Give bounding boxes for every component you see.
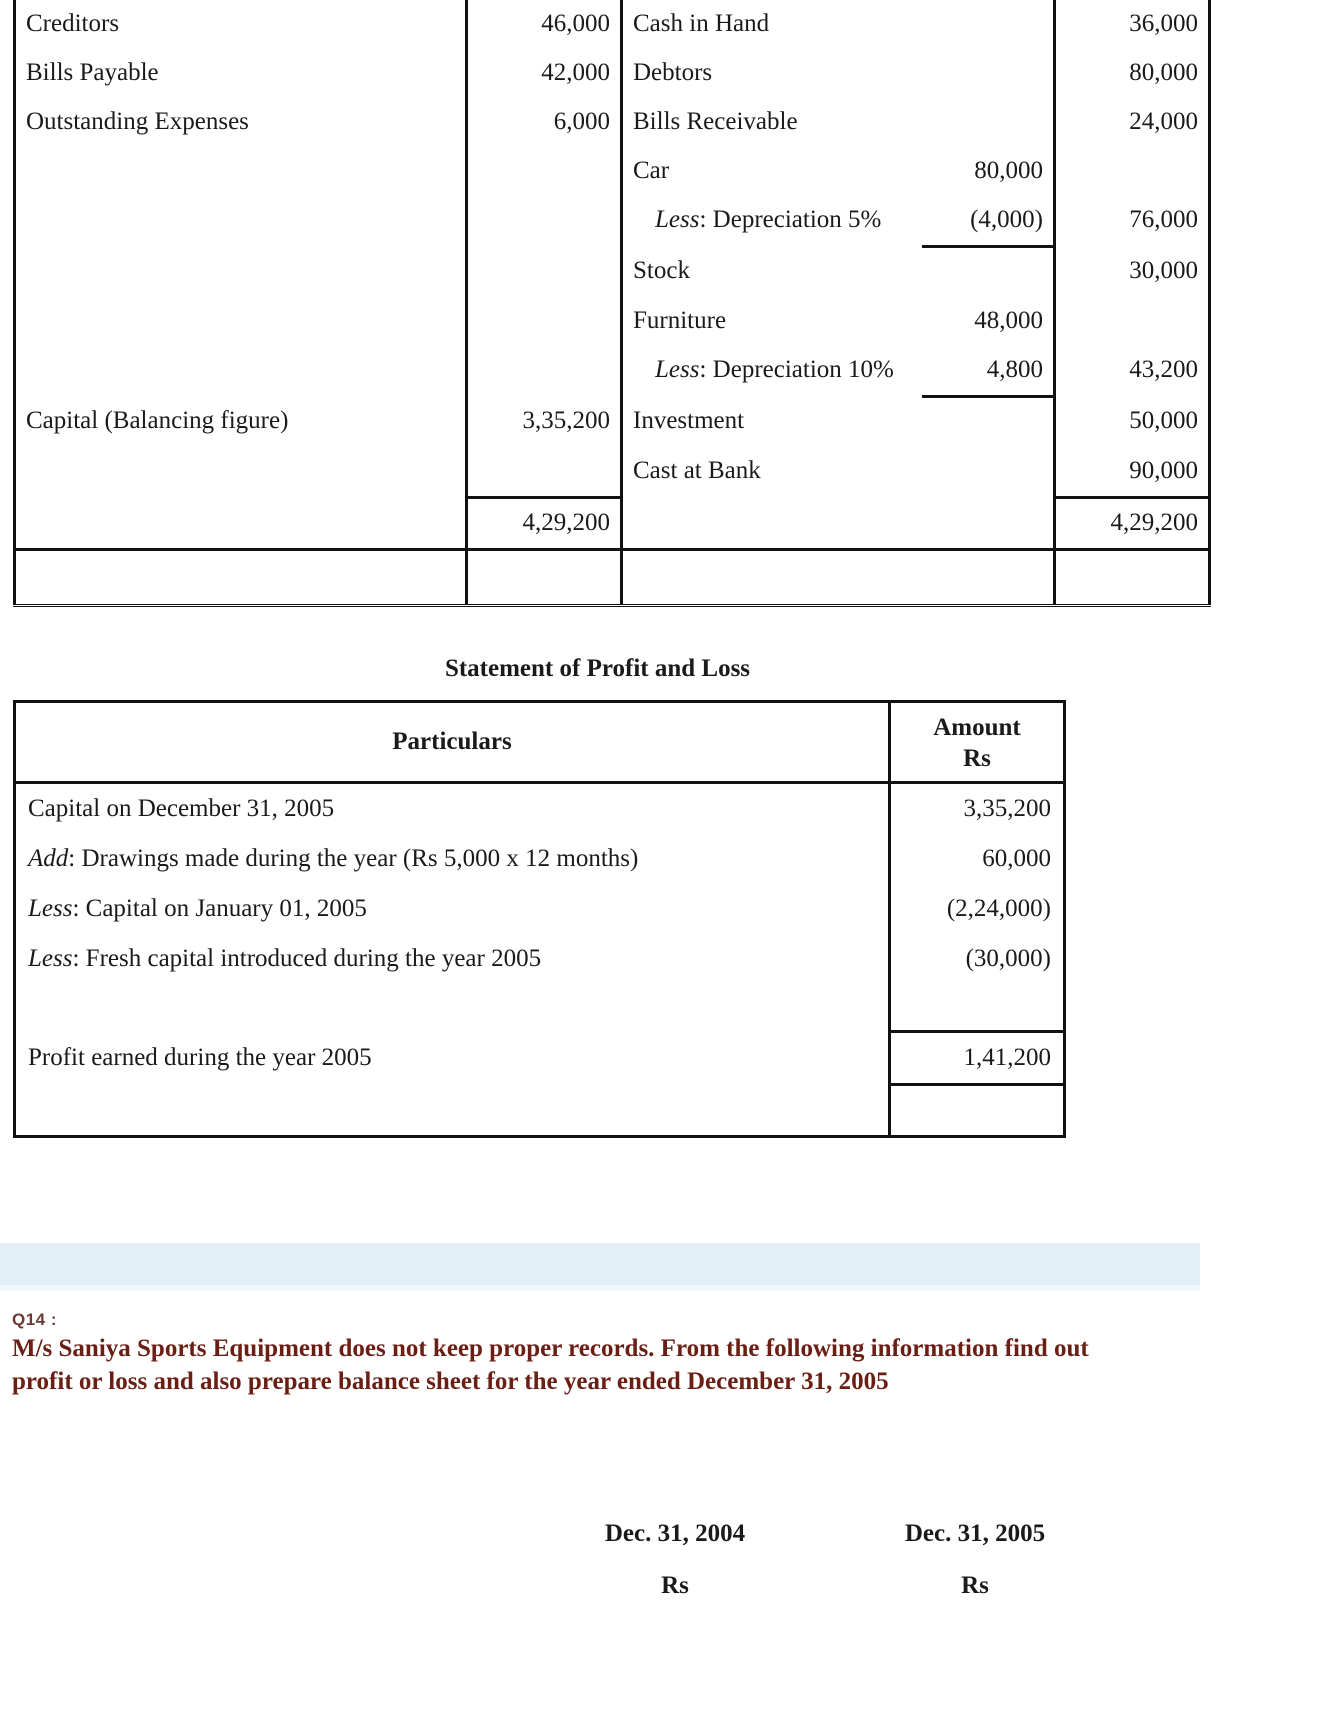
pl-prefix: Less [28, 945, 73, 972]
liability-name [15, 147, 467, 196]
liability-name [15, 447, 467, 498]
table-row [15, 147, 1210, 196]
pl-label: : Capital on January 01, 2005 [72, 895, 367, 922]
asset-amount: 30,000 [1055, 247, 1210, 298]
table-row [15, 247, 1210, 298]
pl-amount [890, 984, 1065, 1031]
bottom-col-header-2004: Dec. 31, 2004 [604, 1520, 746, 1547]
liability-name [15, 346, 467, 397]
question-text: M/s Saniya Sports Equipment does not keep proper records. From the following information find out profit or loss and also prepare balance sheet for the year ended December 31, 2005 [12, 1335, 1089, 1396]
pl-label: Capital on December 31, 2005 [28, 795, 335, 822]
asset-subamount: 48,000 [974, 307, 1043, 334]
less-prefix: Less [655, 356, 700, 383]
liability-amount: 46,000 [467, 0, 622, 49]
col-header-particulars: Particulars [15, 702, 890, 783]
asset-name: Car [622, 147, 922, 196]
liability-amount [467, 196, 622, 247]
pl-particular [15, 834, 890, 884]
table-row [15, 0, 1210, 49]
asset-name: Stock [622, 247, 922, 298]
liability-name [15, 247, 467, 298]
liability-name: Creditors [15, 0, 467, 49]
liability-amount [467, 247, 622, 298]
bottom-col-unit-2004: Rs [661, 1572, 689, 1599]
table-header-row [15, 702, 1065, 743]
asset-amount: 50,000 [1055, 397, 1210, 448]
asset-subamount [922, 447, 1055, 498]
asset-subamount [922, 49, 1055, 98]
asset-name [622, 196, 922, 247]
liability-total: 4,29,200 [467, 498, 622, 550]
table-row [15, 834, 1065, 884]
pl-amount: (30,000) [890, 934, 1065, 984]
table-total-row [15, 1031, 1065, 1084]
asset-amount: 36,000 [1055, 0, 1210, 49]
pl-amount: 1,41,200 [890, 1031, 1065, 1084]
table-row [15, 98, 1210, 147]
table-row [15, 984, 1065, 1031]
asset-subamount: 80,000 [974, 157, 1043, 184]
table-close-row [15, 550, 1210, 606]
table-total-row [15, 498, 1210, 550]
asset-name: Cast at Bank [622, 447, 922, 498]
profit-loss-table [13, 700, 1063, 1138]
table-close-row [15, 1084, 1065, 1137]
table-row [15, 447, 1210, 498]
asset-name [622, 346, 922, 397]
section-divider-band [0, 1243, 1200, 1285]
asset-amount: 90,000 [1055, 447, 1210, 498]
asset-amount [1055, 147, 1210, 196]
asset-subamount [922, 98, 1055, 147]
balance-sheet-body [15, 0, 1210, 606]
profit-loss-body [15, 702, 1065, 1137]
total-spacer-sub [922, 498, 1055, 550]
table-row [15, 49, 1210, 98]
close-mid [622, 550, 922, 606]
liability-amount [467, 147, 622, 196]
col-header-currency: Rs [890, 742, 1065, 783]
asset-name: Bills Receivable [622, 98, 922, 147]
asset-total: 4,29,200 [1055, 498, 1210, 550]
table-row [15, 783, 1065, 835]
section-divider-fade [0, 1285, 1200, 1291]
pl-amount: (2,24,000) [890, 884, 1065, 934]
pl-label: : Fresh capital introduced during the year 2005 [72, 945, 542, 972]
table-row [15, 934, 1065, 984]
close-asset-amt [1055, 550, 1210, 606]
table-row [15, 397, 1210, 448]
asset-amount: 76,000 [1055, 196, 1210, 247]
liability-name [15, 196, 467, 247]
asset-name-text: : Depreciation 10% [699, 356, 894, 383]
bottom-col-header-2005: Dec. 31, 2005 [904, 1520, 1046, 1547]
liability-amount [467, 346, 622, 397]
pl-particular [15, 783, 890, 835]
pl-particular [15, 934, 890, 984]
col-header-amount: Amount [890, 702, 1065, 743]
asset-amount: 24,000 [1055, 98, 1210, 147]
close-liability-amt [467, 550, 622, 606]
asset-subamount [922, 247, 1055, 298]
bottom-table-headers [0, 1520, 1200, 1640]
asset-amount: 43,200 [1055, 346, 1210, 397]
asset-subamount [922, 397, 1055, 448]
pl-amount: 60,000 [890, 834, 1065, 884]
table-row [15, 297, 1210, 346]
table-row [15, 346, 1210, 397]
asset-subamount: (4,000) [922, 196, 1055, 247]
liability-name: Capital (Balancing figure) [15, 397, 467, 448]
question-label: Q14 : [12, 1310, 58, 1329]
pl-particular [15, 884, 890, 934]
total-spacer-left [15, 498, 467, 550]
asset-subamount [922, 0, 1055, 49]
liability-name: Bills Payable [15, 49, 467, 98]
liability-name [15, 297, 467, 346]
balance-sheet-table [13, 0, 1208, 607]
liability-amount [467, 297, 622, 346]
liability-amount [467, 447, 622, 498]
pl-particular [15, 984, 890, 1031]
bottom-col-unit-2005: Rs [961, 1572, 989, 1599]
table-row [15, 196, 1210, 247]
total-spacer-mid [622, 498, 922, 550]
close-sub [922, 550, 1055, 606]
liability-amount: 6,000 [467, 98, 622, 147]
close-left [15, 550, 467, 606]
liability-amount: 3,35,200 [467, 397, 622, 448]
liability-amount: 42,000 [467, 49, 622, 98]
asset-subamount: 4,800 [922, 346, 1055, 397]
pl-close-right [890, 1084, 1065, 1137]
pl-particular: Profit earned during the year 2005 [15, 1031, 890, 1084]
less-prefix: Less [655, 206, 700, 233]
asset-name: Investment [622, 397, 922, 448]
table-row [15, 884, 1065, 934]
asset-name: Furniture [622, 297, 922, 346]
pl-label: : Drawings made during the year (Rs 5,000 x 12 months) [68, 845, 639, 872]
pl-close-left [15, 1084, 890, 1137]
pl-prefix: Add [28, 845, 69, 872]
liability-name: Outstanding Expenses [15, 98, 467, 147]
asset-name: Debtors [622, 49, 922, 98]
pl-prefix: Less [28, 895, 73, 922]
profit-loss-title: Statement of Profit and Loss [444, 655, 751, 682]
asset-name-text: : Depreciation 5% [699, 206, 882, 233]
asset-amount: 80,000 [1055, 49, 1210, 98]
asset-name: Cash in Hand [622, 0, 922, 49]
pl-amount: 3,35,200 [890, 783, 1065, 835]
asset-amount [1055, 297, 1210, 346]
